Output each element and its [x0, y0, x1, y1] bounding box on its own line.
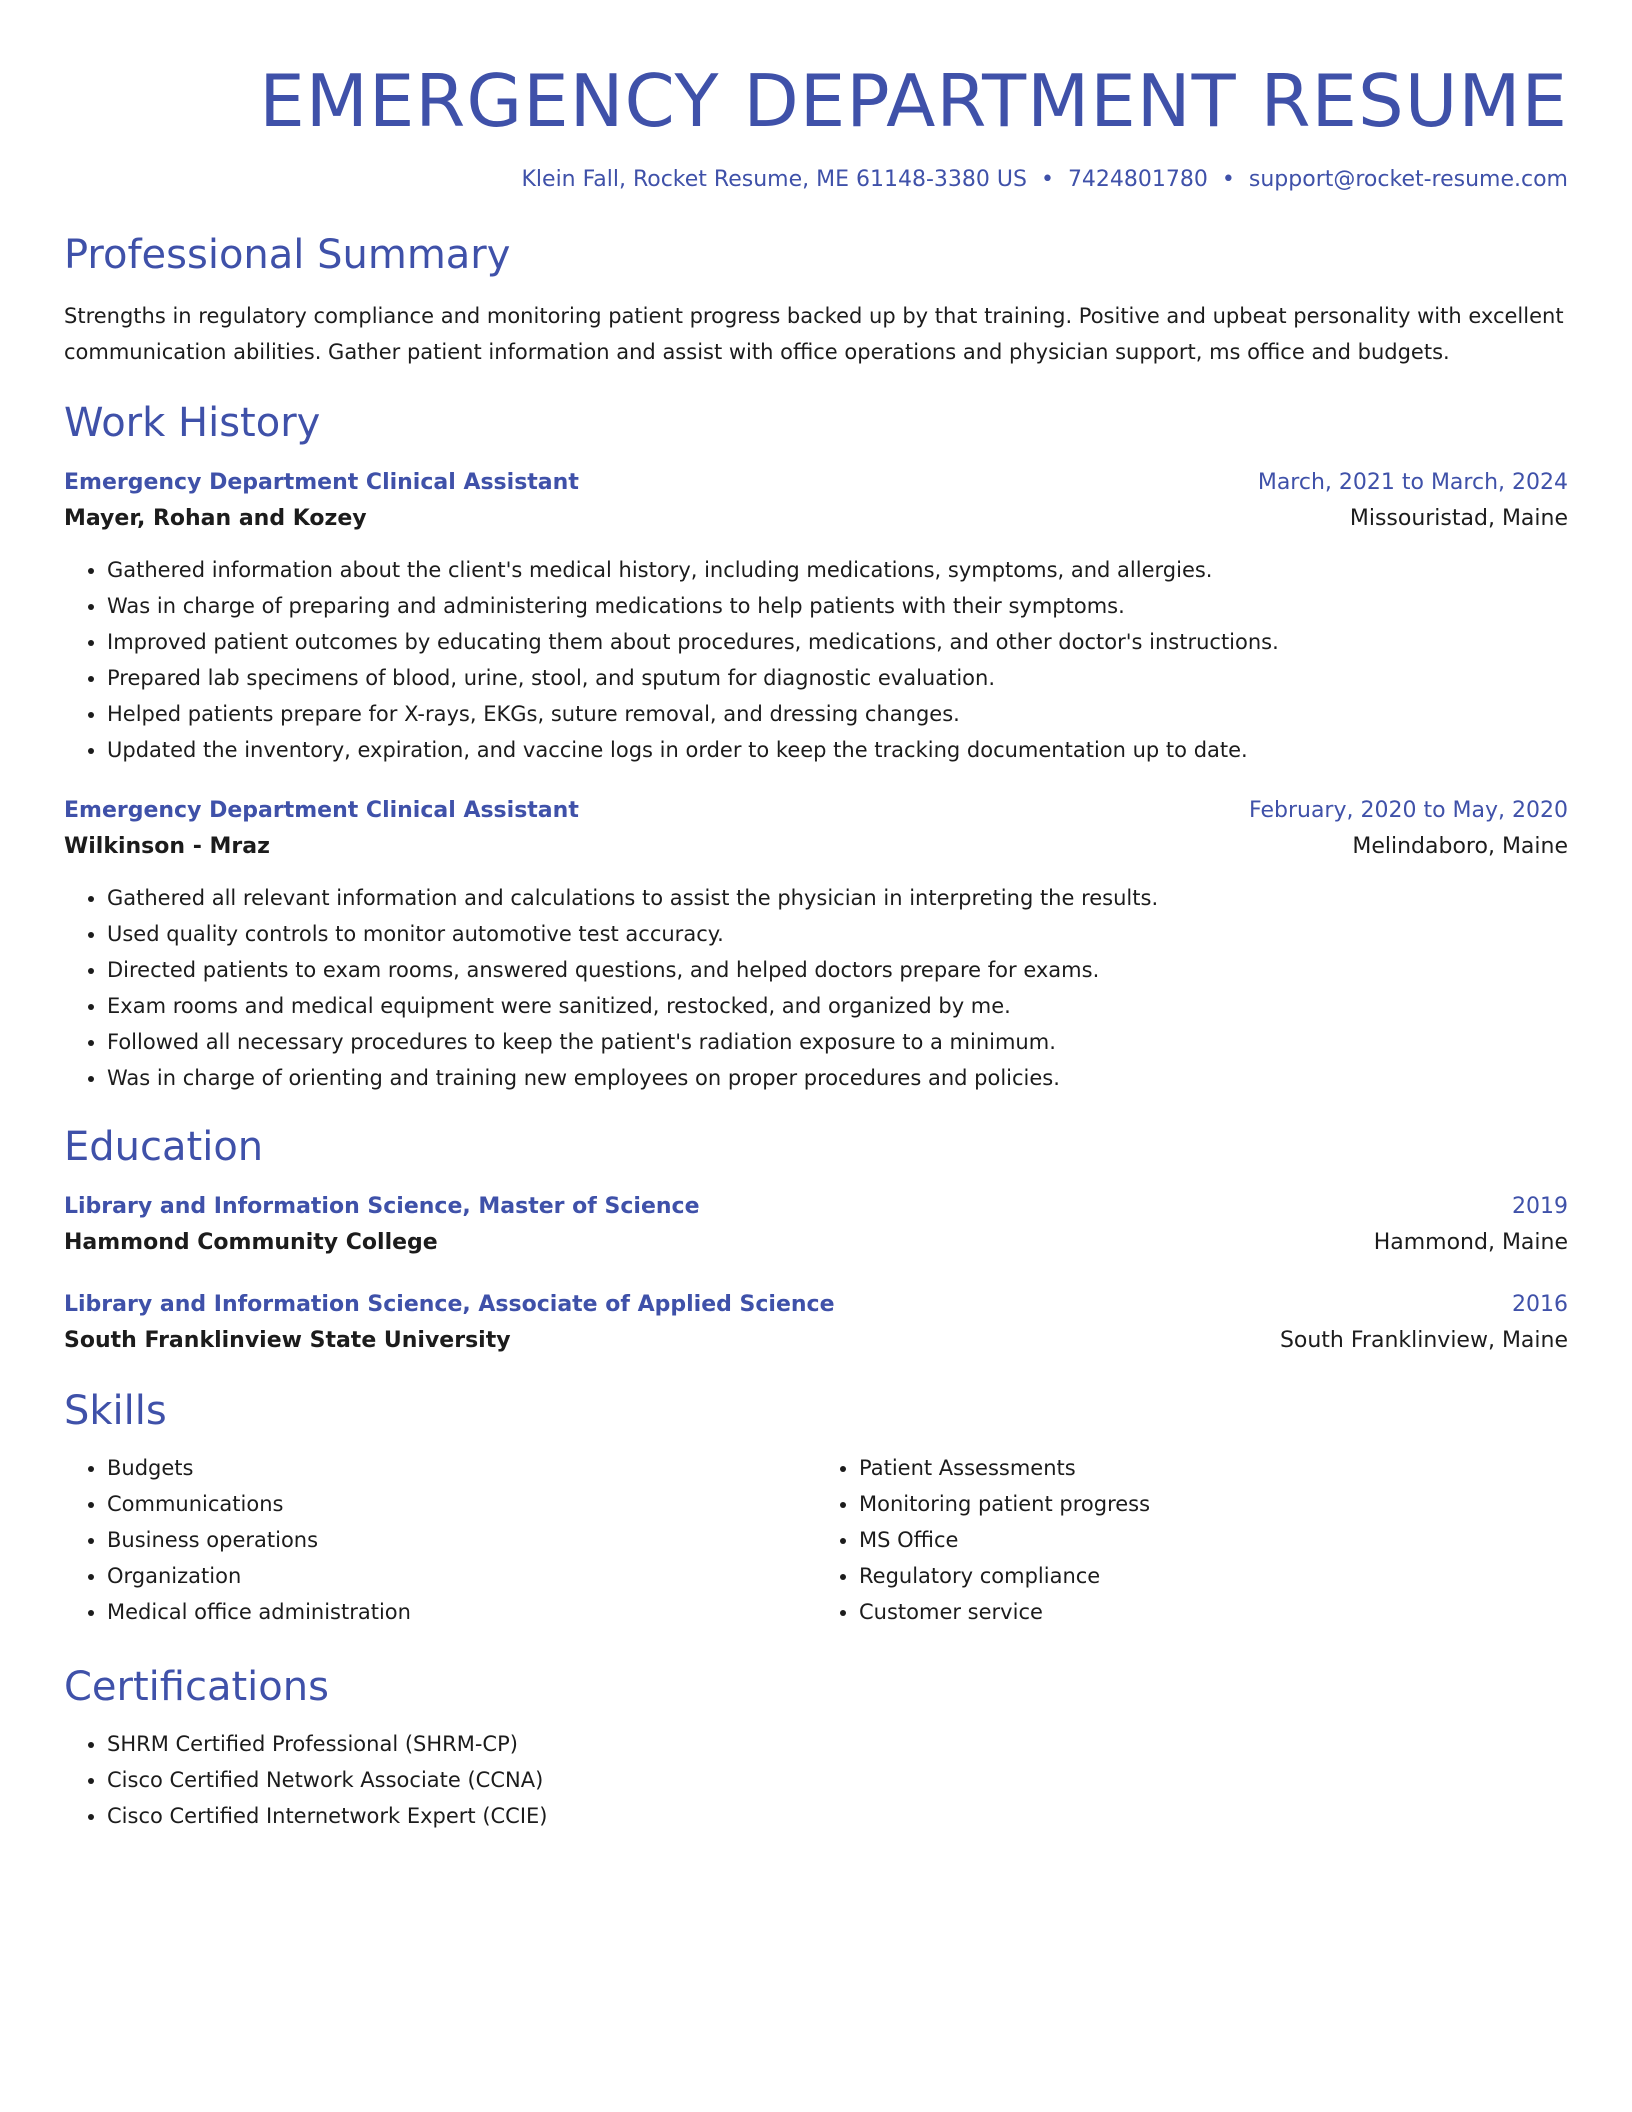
education-entry-subheader	[64, 1322, 1568, 1360]
list-item: • Organization	[107, 1558, 816, 1594]
job-duties-list	[64, 552, 1568, 768]
resume-page	[64, 0, 1568, 1834]
list-item: • Cisco Certified Internetwork Expert (CCIE)	[107, 1798, 1568, 1834]
contact-line	[64, 164, 1568, 196]
education-entry-subheader	[64, 1224, 1568, 1262]
contact-email[interactable]: support@rocket-resume.com	[1248, 167, 1568, 192]
school-name: South Franklinview State University	[64, 1328, 511, 1353]
list-item: • Medical office administration	[107, 1594, 816, 1630]
list-item: • Directed patients to exam rooms, answered questions, and helped doctors prepare for exams.	[107, 952, 1568, 988]
list-item: • Followed all necessary procedures to keep the patient's radiation exposure to a minimum.	[107, 1024, 1568, 1060]
education-heading: Education	[64, 1124, 264, 1170]
certifications-list	[64, 1726, 1568, 1834]
summary-heading: Professional Summary	[64, 232, 511, 278]
summary-text: Strengths in regulatory compliance and monitoring patient progress backed up by that training. Positive and upbeat personality with excellent communication abilities. Gather patient information and assist with office operations and physician support, ms office and budgets.	[64, 304, 1564, 364]
education-entry-header	[64, 1190, 1568, 1224]
school-location: Hammond, Maine	[1373, 1230, 1568, 1255]
job-location: Melindaboro, Maine	[1352, 834, 1568, 859]
list-item: • Gathered information about the client's medical history, including medications, symptoms, and allergies.	[107, 552, 1568, 588]
list-item: • Communications	[107, 1486, 816, 1522]
list-item: • Improved patient outcomes by educating them about procedures, medications, and other doctor's instructions.	[107, 624, 1568, 660]
skills-list-right	[816, 1450, 1568, 1630]
contact-separator: •	[1221, 167, 1235, 192]
job-location: Missouristad, Maine	[1349, 506, 1568, 531]
job-dates: March, 2021 to March, 2024	[1257, 470, 1568, 495]
work-entry	[64, 466, 1568, 768]
list-item: • Gathered all relevant information and calculations to assist the physician in interpreting the results.	[107, 880, 1568, 916]
company-name: Mayer, Rohan and Kozey	[64, 506, 367, 531]
list-item: • Regulatory compliance	[859, 1558, 1568, 1594]
company-name: Wilkinson - Mraz	[64, 834, 270, 859]
contact-address: Klein Fall, Rocket Resume, ME 61148-3380 US	[521, 167, 1027, 192]
resume-title: EMERGENCY DEPARTMENT RESUME	[259, 59, 1568, 143]
education-entry	[64, 1190, 1568, 1262]
work-entry-subheader	[64, 500, 1568, 538]
skills-list-left	[64, 1450, 816, 1630]
degree-name: Library and Information Science, Master of Science	[64, 1194, 700, 1219]
skills-grid	[64, 1450, 1568, 1630]
school-name: Hammond Community College	[64, 1230, 438, 1255]
list-item: • Updated the inventory, expiration, and vaccine logs in order to keep the tracking documentation up to date.	[107, 732, 1568, 768]
list-item: • Cisco Certified Network Associate (CCNA)	[107, 1762, 1568, 1798]
list-item: • Used quality controls to monitor automotive test accuracy.	[107, 916, 1568, 952]
education-entry	[64, 1288, 1568, 1360]
list-item: • Monitoring patient progress	[859, 1486, 1568, 1522]
job-title: Emergency Department Clinical Assistant	[64, 798, 579, 823]
contact-phone: 7424801780	[1067, 167, 1208, 192]
job-dates: February, 2020 to May, 2020	[1249, 798, 1568, 823]
list-item: • SHRM Certified Professional (SHRM-CP)	[107, 1726, 1568, 1762]
school-location: South Franklinview, Maine	[1279, 1328, 1568, 1353]
education-entry-header	[64, 1288, 1568, 1322]
degree-name: Library and Information Science, Associate of Applied Science	[64, 1292, 835, 1317]
list-item: • Business operations	[107, 1522, 816, 1558]
job-duties-list	[64, 880, 1568, 1096]
list-item: • Budgets	[107, 1450, 816, 1486]
graduation-year: 2016	[1512, 1292, 1568, 1317]
work-history-heading: Work History	[64, 400, 321, 446]
list-item: • Was in charge of preparing and administering medications to help patients with their symptoms.	[107, 588, 1568, 624]
work-entry-subheader	[64, 828, 1568, 866]
work-entry-header	[64, 794, 1568, 828]
list-item: • Patient Assessments	[859, 1450, 1568, 1486]
list-item: • Exam rooms and medical equipment were sanitized, restocked, and organized by me.	[107, 988, 1568, 1024]
work-entry	[64, 794, 1568, 1096]
skills-heading: Skills	[64, 1388, 167, 1434]
list-item: • Customer service	[859, 1594, 1568, 1630]
job-title: Emergency Department Clinical Assistant	[64, 470, 579, 495]
contact-separator: •	[1040, 167, 1054, 192]
work-entry-header	[64, 466, 1568, 500]
certifications-heading: Certifications	[64, 1664, 329, 1710]
graduation-year: 2019	[1512, 1194, 1568, 1219]
list-item: • MS Office	[859, 1522, 1568, 1558]
list-item: • Was in charge of orienting and training new employees on proper procedures and policies.	[107, 1060, 1568, 1096]
list-item: • Prepared lab specimens of blood, urine, stool, and sputum for diagnostic evaluation.	[107, 660, 1568, 696]
list-item: • Helped patients prepare for X-rays, EKGs, suture removal, and dressing changes.	[107, 696, 1568, 732]
